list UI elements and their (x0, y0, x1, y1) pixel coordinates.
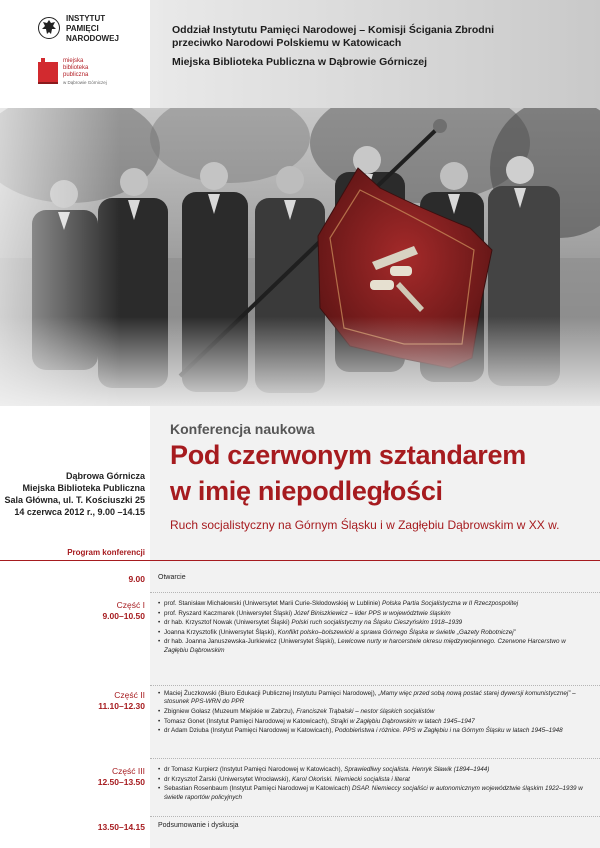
closing-text: Podsumowanie i dyskusja (158, 822, 239, 829)
talk-item: • Tomasz Gonet (Instytut Pamięci Narodowej w Katowicach), Strajki w Zagłębiu Dąbrowskim w latach 1945–1947 (158, 718, 588, 726)
part-2-talks (158, 690, 588, 736)
talk-item: • dr Adam Dziuba (Instytut Pamięci Narodowej w Katowicach), Podobieństwa i różnice. PPS w Zagłębiu i na Górnym Śląsku w latach 1945–1948 (158, 727, 588, 735)
opening-text: Otwarcie (158, 574, 186, 581)
part-1-talks (158, 600, 588, 655)
conference-subtitle: Ruch socjalistyczny na Górnym Śląsku i w Zagłębiu Dąbrowskim w XX w. (170, 518, 560, 532)
library-logo (38, 58, 148, 98)
separator (150, 758, 600, 759)
talk-item: • prof. Stanisław Michałowski (Uniwersytet Marii Curie-Skłodowskiej w Lublinie) Polska Partia Socjalistyczna w II Rzeczpospolitej (158, 600, 588, 608)
program-divider (0, 560, 600, 561)
ipn-logo (38, 14, 150, 54)
venue-city: Dąbrowa Górnicza (65, 471, 145, 481)
separator (150, 816, 600, 817)
venue-info (0, 470, 145, 518)
talk-item: • dr hab. Krzysztof Nowak (Uniwersytet Śląski) Polski ruch socjalistyczny na Śląsku Cieszyńskim 1918–1939 (158, 619, 588, 627)
part-3-talks (158, 766, 588, 802)
part-3-time: 12.50–13.50 (97, 777, 145, 787)
opening-time: 9.00 (128, 574, 145, 584)
conference-title-line-1: Pod czerwonym sztandarem (170, 440, 526, 470)
library-logo-icon (38, 58, 58, 86)
ipn-name: INSTYTUT PAMIĘCI NARODOWEJ (66, 14, 119, 43)
talk-item: • dr Tomasz Kurpierz (Instytut Pamięci Narodowej w Katowicach), Sprawiedliwy socjalista. Henryk Sławik (1894–1944) (158, 766, 588, 774)
part-2-label: Część II (114, 690, 145, 700)
library-logo-name: miejska biblioteka publiczna w Dąbrowie Górniczej (63, 58, 107, 85)
venue-date: 14 czerwca 2012 r., 9.00 –14.15 (14, 507, 145, 517)
eagle-emblem-icon (38, 16, 60, 42)
separator (150, 685, 600, 686)
talk-item: • Zbigniew Gołasz (Muzeum Miejskie w Zabrzu), Franciszek Trąbalski – nestor śląskich socjalistów (158, 708, 588, 716)
group-with-banner-photo-icon (0, 108, 600, 406)
historical-photo (0, 108, 600, 406)
closing-time: 13.50–14.15 (97, 822, 145, 832)
talk-item: • Maciej Żuczkowski (Biuro Edukacji Publicznej Instytutu Pamięci Narodowej), „Mamy więc przed sobą nową postać starej dywersji komunistycznej” – stosunek PPS-WRN do PPR (158, 690, 588, 707)
talk-item: • prof. Ryszard Kaczmarek (Uniwersytet Śląski) Józef Biniszkiewicz – lider PPS w województwie śląskim (158, 610, 588, 618)
organizer-library: Miejska Biblioteka Publiczna w Dąbrowie Górniczej (172, 56, 427, 68)
talk-item: • Sebastian Rosenbaum (Instytut Pamięci Narodowej w Katowicach) DSAP. Niemieccy socjaliści w autonomicznym województwie śląskim 1922–1939 w świetle raportów policyjnych (158, 785, 588, 802)
part-1-time: 9.00–10.50 (102, 611, 145, 621)
conference-label: Konferencja naukowa (170, 421, 315, 437)
program-label: Program konferencji (67, 548, 145, 557)
venue-room: Sala Główna, ul. T. Kościuszki 25 (4, 495, 145, 505)
organizer-line-1: Oddział Instytutu Pamięci Narodowej – Komisji Ścigania Zbrodni (172, 24, 495, 36)
talk-item: • Joanna Krzysztofik (Uniwersytet Śląski), Konflikt polsko–bolszewicki a sprawa Górnego Śląska w świetle „Gazety Robotniczej” (158, 629, 588, 637)
separator (150, 592, 600, 593)
organizer-line-2: przeciwko Narodowi Polskiemu w Katowicach (172, 37, 402, 49)
part-2-time: 11.10–12.30 (98, 701, 145, 711)
conference-title-line-2: w imię niepodległości (170, 476, 443, 506)
organizers (172, 24, 592, 74)
talk-item: • dr Krzysztof Żarski (Uniwersytet Wrocławski), Karol Okoński. Niemiecki socjalista i literat (158, 776, 588, 784)
venue-library: Miejska Biblioteka Publiczna (22, 483, 145, 493)
part-1-label: Część I (116, 600, 145, 610)
part-3-label: Część III (111, 766, 145, 776)
talk-item: • dr hab. Joanna Januszewska-Jurkiewicz (Uniwersytet Śląski), Lewicowe nurty w harcerstwie okresu międzywojennego. Czerwone Harcerstwo w Zagłębiu Dąbrowskim (158, 638, 588, 655)
